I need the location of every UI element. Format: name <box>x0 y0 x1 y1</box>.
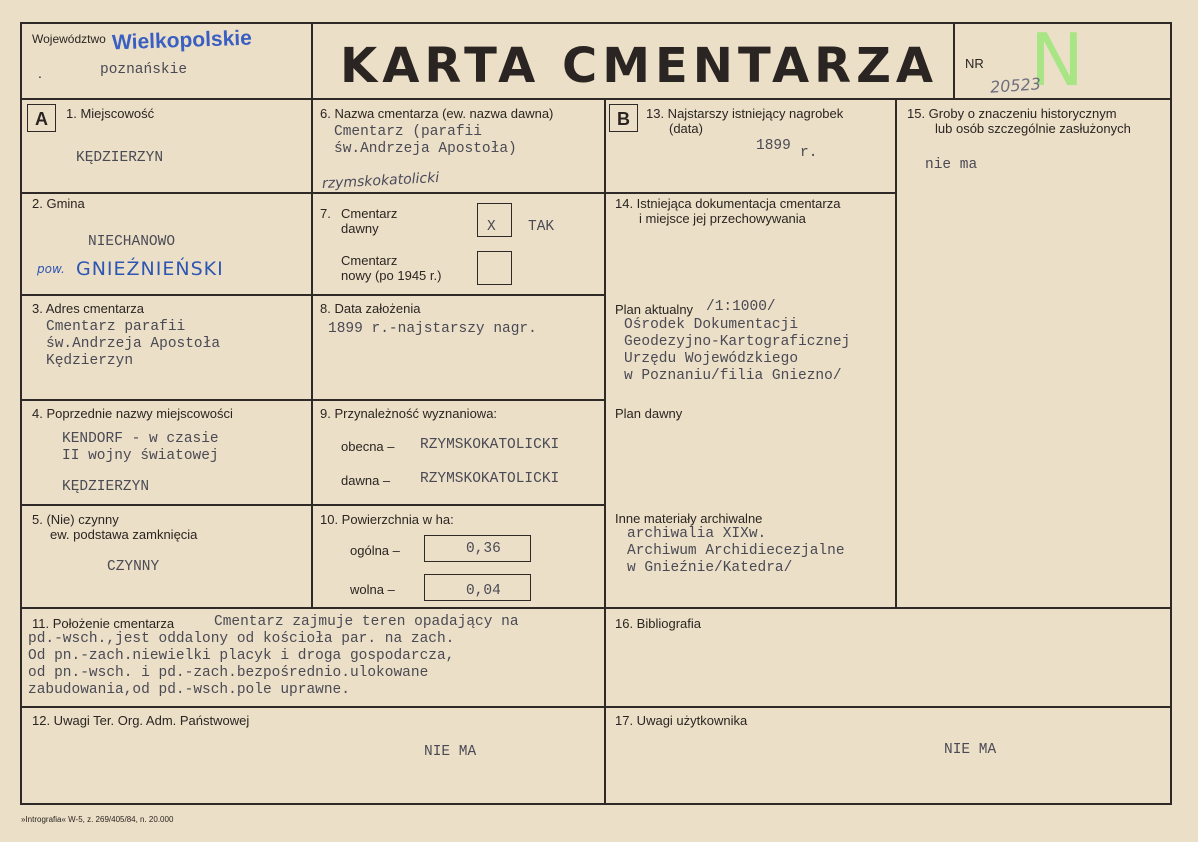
row-line-b2 <box>311 294 606 296</box>
nr-value: 20523 <box>989 74 1042 97</box>
f9-obecna-label: obecna – <box>341 439 395 454</box>
f2-value: NIECHANOWO <box>88 234 176 250</box>
f7-nowy-line-1: Cmentarz <box>341 253 398 268</box>
f14-plan-label: Plan aktualny <box>615 302 694 317</box>
f9-dawna-label: dawna – <box>341 473 391 488</box>
row-line-c1 <box>604 192 897 194</box>
f10-ogolna-value: 0,36 <box>466 541 501 557</box>
f3-line-1: Cmentarz parafii <box>46 319 186 335</box>
f14-label-2: i miejsce jej przechowywania <box>639 211 806 226</box>
f10-wolna-value: 0,04 <box>466 583 501 599</box>
nr-mark: N <box>1030 18 1084 102</box>
f14-inne-line-1: archiwalia XIXw. <box>627 526 767 542</box>
frame-top <box>20 22 1172 24</box>
page-title: KARTA CMENTARZA <box>340 38 939 94</box>
f11-line-4: od pn.-wsch. i pd.-zach.bezpośrednio.ulokowane <box>28 665 429 681</box>
frame-left <box>20 22 22 805</box>
frame-bottom <box>20 803 1172 805</box>
f14-plan-line-3: Urzędu Wojewódzkiego <box>624 351 799 367</box>
f11-line-1: Cmentarz zajmuje teren opadający na <box>214 614 519 630</box>
row-line-a1 <box>20 192 312 194</box>
f14-plan-line-2: Geodezyjno-Kartograficznej <box>624 334 851 350</box>
col-line-2 <box>604 98 606 805</box>
header-divider-right <box>953 22 955 99</box>
f14-plan-scale: /1:1000/ <box>706 299 776 315</box>
f2-label: 2. Gmina <box>32 196 85 211</box>
f2-hand-prefix: pow. <box>37 262 65 276</box>
f2-hand-value: GNIEŹNIEŃSKI <box>76 258 224 280</box>
f8-value: 1899 r.-najstarszy nagr. <box>328 321 537 337</box>
f13-suffix: r. <box>800 145 818 161</box>
f4-line-3: KĘDZIERZYN <box>62 479 150 495</box>
footer-print: »Intrografia« W-5, z. 269/405/84, n. 20.000 <box>21 815 174 824</box>
f8-label: 8. Data założenia <box>320 301 421 316</box>
row-line-full-1 <box>20 607 1172 609</box>
f9-obecna-value: RZYMSKOKATOLICKI <box>420 437 560 453</box>
f10-ogolna-label: ogólna – <box>350 543 400 558</box>
frame-right <box>1170 22 1172 805</box>
col-line-1 <box>311 98 313 608</box>
f10-label: 10. Powierzchnia w ha: <box>320 512 454 527</box>
f5-label-1: 5. (Nie) czynny <box>32 512 119 527</box>
f7-tak: TAK <box>528 219 555 235</box>
f6-label: 6. Nazwa cmentarza (ew. nazwa dawna) <box>320 106 554 121</box>
wojewodztwo-label: Województwo <box>32 32 106 46</box>
f12-label: 12. Uwagi Ter. Org. Adm. Państwowej <box>32 713 250 728</box>
wojewodztwo-stamp: Wielkopolskie <box>111 26 253 55</box>
f11-line-2: pd.-wsch.,jest oddalony od kościoła par. na zach. <box>28 631 455 647</box>
header-divider-left <box>311 22 313 99</box>
row-line-b4 <box>311 504 606 506</box>
f7-dawny-mark: X <box>487 219 496 235</box>
f7-nowy-checkbox <box>477 251 512 285</box>
f14-label-1: 14. Istniejąca dokumentacja cmentarza <box>615 196 841 211</box>
f4-line-2: II wojny światowej <box>62 448 219 464</box>
row-line-b1 <box>311 192 606 194</box>
f4-label: 4. Poprzednie nazwy miejscowości <box>32 406 233 421</box>
f7-nowy-line-2: nowy (po 1945 r.) <box>341 268 442 283</box>
row-line-a3 <box>20 399 312 401</box>
f7-dawny-line-1: Cmentarz <box>341 206 398 221</box>
f3-line-3: Kędzierzyn <box>46 353 134 369</box>
f16-label: 16. Bibliografia <box>615 616 701 631</box>
header-bottom <box>20 98 1172 100</box>
f5-value: CZYNNY <box>107 559 160 575</box>
section-b-letter: B <box>617 109 630 129</box>
f11-line-3: Od pn.-zach.niewielki placyk i droga gospodarcza, <box>28 648 455 664</box>
f6-line-2: św.Andrzeja Apostoła) <box>334 141 517 157</box>
f3-label: 3. Adres cmentarza <box>32 301 144 316</box>
f11-label: 11. Położenie cmentarza <box>32 616 175 631</box>
dot-mark: . <box>38 65 42 81</box>
row-line-b3 <box>311 399 606 401</box>
row-line-a4 <box>20 504 312 506</box>
f14-inne-line-3: w Gnieźnie/Katedra/ <box>627 560 793 576</box>
section-a-letter: A <box>35 109 48 129</box>
f7-label: 7. <box>320 206 331 221</box>
f7-dawny-line-2: dawny <box>341 221 379 236</box>
f14-plan-line-1: Ośrodek Dokumentacji <box>624 317 799 333</box>
nr-label: NR <box>965 56 984 71</box>
row-line-a2 <box>20 294 312 296</box>
f12-value: NIE MA <box>424 744 477 760</box>
f6-hand: rzymskokatolicki <box>321 169 440 193</box>
f10-wolna-label: wolna – <box>350 582 395 597</box>
f13-label-1: 13. Najstarszy istniejący nagrobek <box>646 106 844 121</box>
f1-value: KĘDZIERZYN <box>76 150 164 166</box>
f15-label-2: lub osób szczególnie zasłużonych <box>935 121 1131 136</box>
f13-label-2: (data) <box>669 121 703 136</box>
col-line-3 <box>895 98 897 608</box>
f14-dawny-label: Plan dawny <box>615 406 683 421</box>
row-line-full-2 <box>20 706 1172 708</box>
f14-inne-label: Inne materiały archiwalne <box>615 511 763 526</box>
f17-label: 17. Uwagi użytkownika <box>615 713 748 728</box>
f15-label-1: 15. Groby o znaczeniu historycznym <box>907 106 1117 121</box>
f1-label: 1. Miejscowość <box>66 106 155 121</box>
f5-label-2: ew. podstawa zamknięcia <box>50 527 198 542</box>
f14-inne-line-2: Archiwum Archidiecezjalne <box>627 543 845 559</box>
f15-value: nie ma <box>925 157 978 173</box>
f14-plan-line-4: w Poznaniu/filia Gniezno/ <box>624 368 842 384</box>
f6-line-1: Cmentarz (parafii <box>334 124 482 140</box>
f3-line-2: św.Andrzeja Apostoła <box>46 336 221 352</box>
f9-label: 9. Przynależność wyznaniowa: <box>320 406 498 421</box>
f9-dawna-value: RZYMSKOKATOLICKI <box>420 471 560 487</box>
f11-line-5: zabudowania,od pd.-wsch.pole uprawne. <box>28 682 350 698</box>
wojewodztwo-value: poznańskie <box>100 62 188 78</box>
f13-value: 1899 <box>756 138 791 154</box>
f17-value: NIE MA <box>944 742 997 758</box>
f4-line-1: KENDORF - w czasie <box>62 431 219 447</box>
